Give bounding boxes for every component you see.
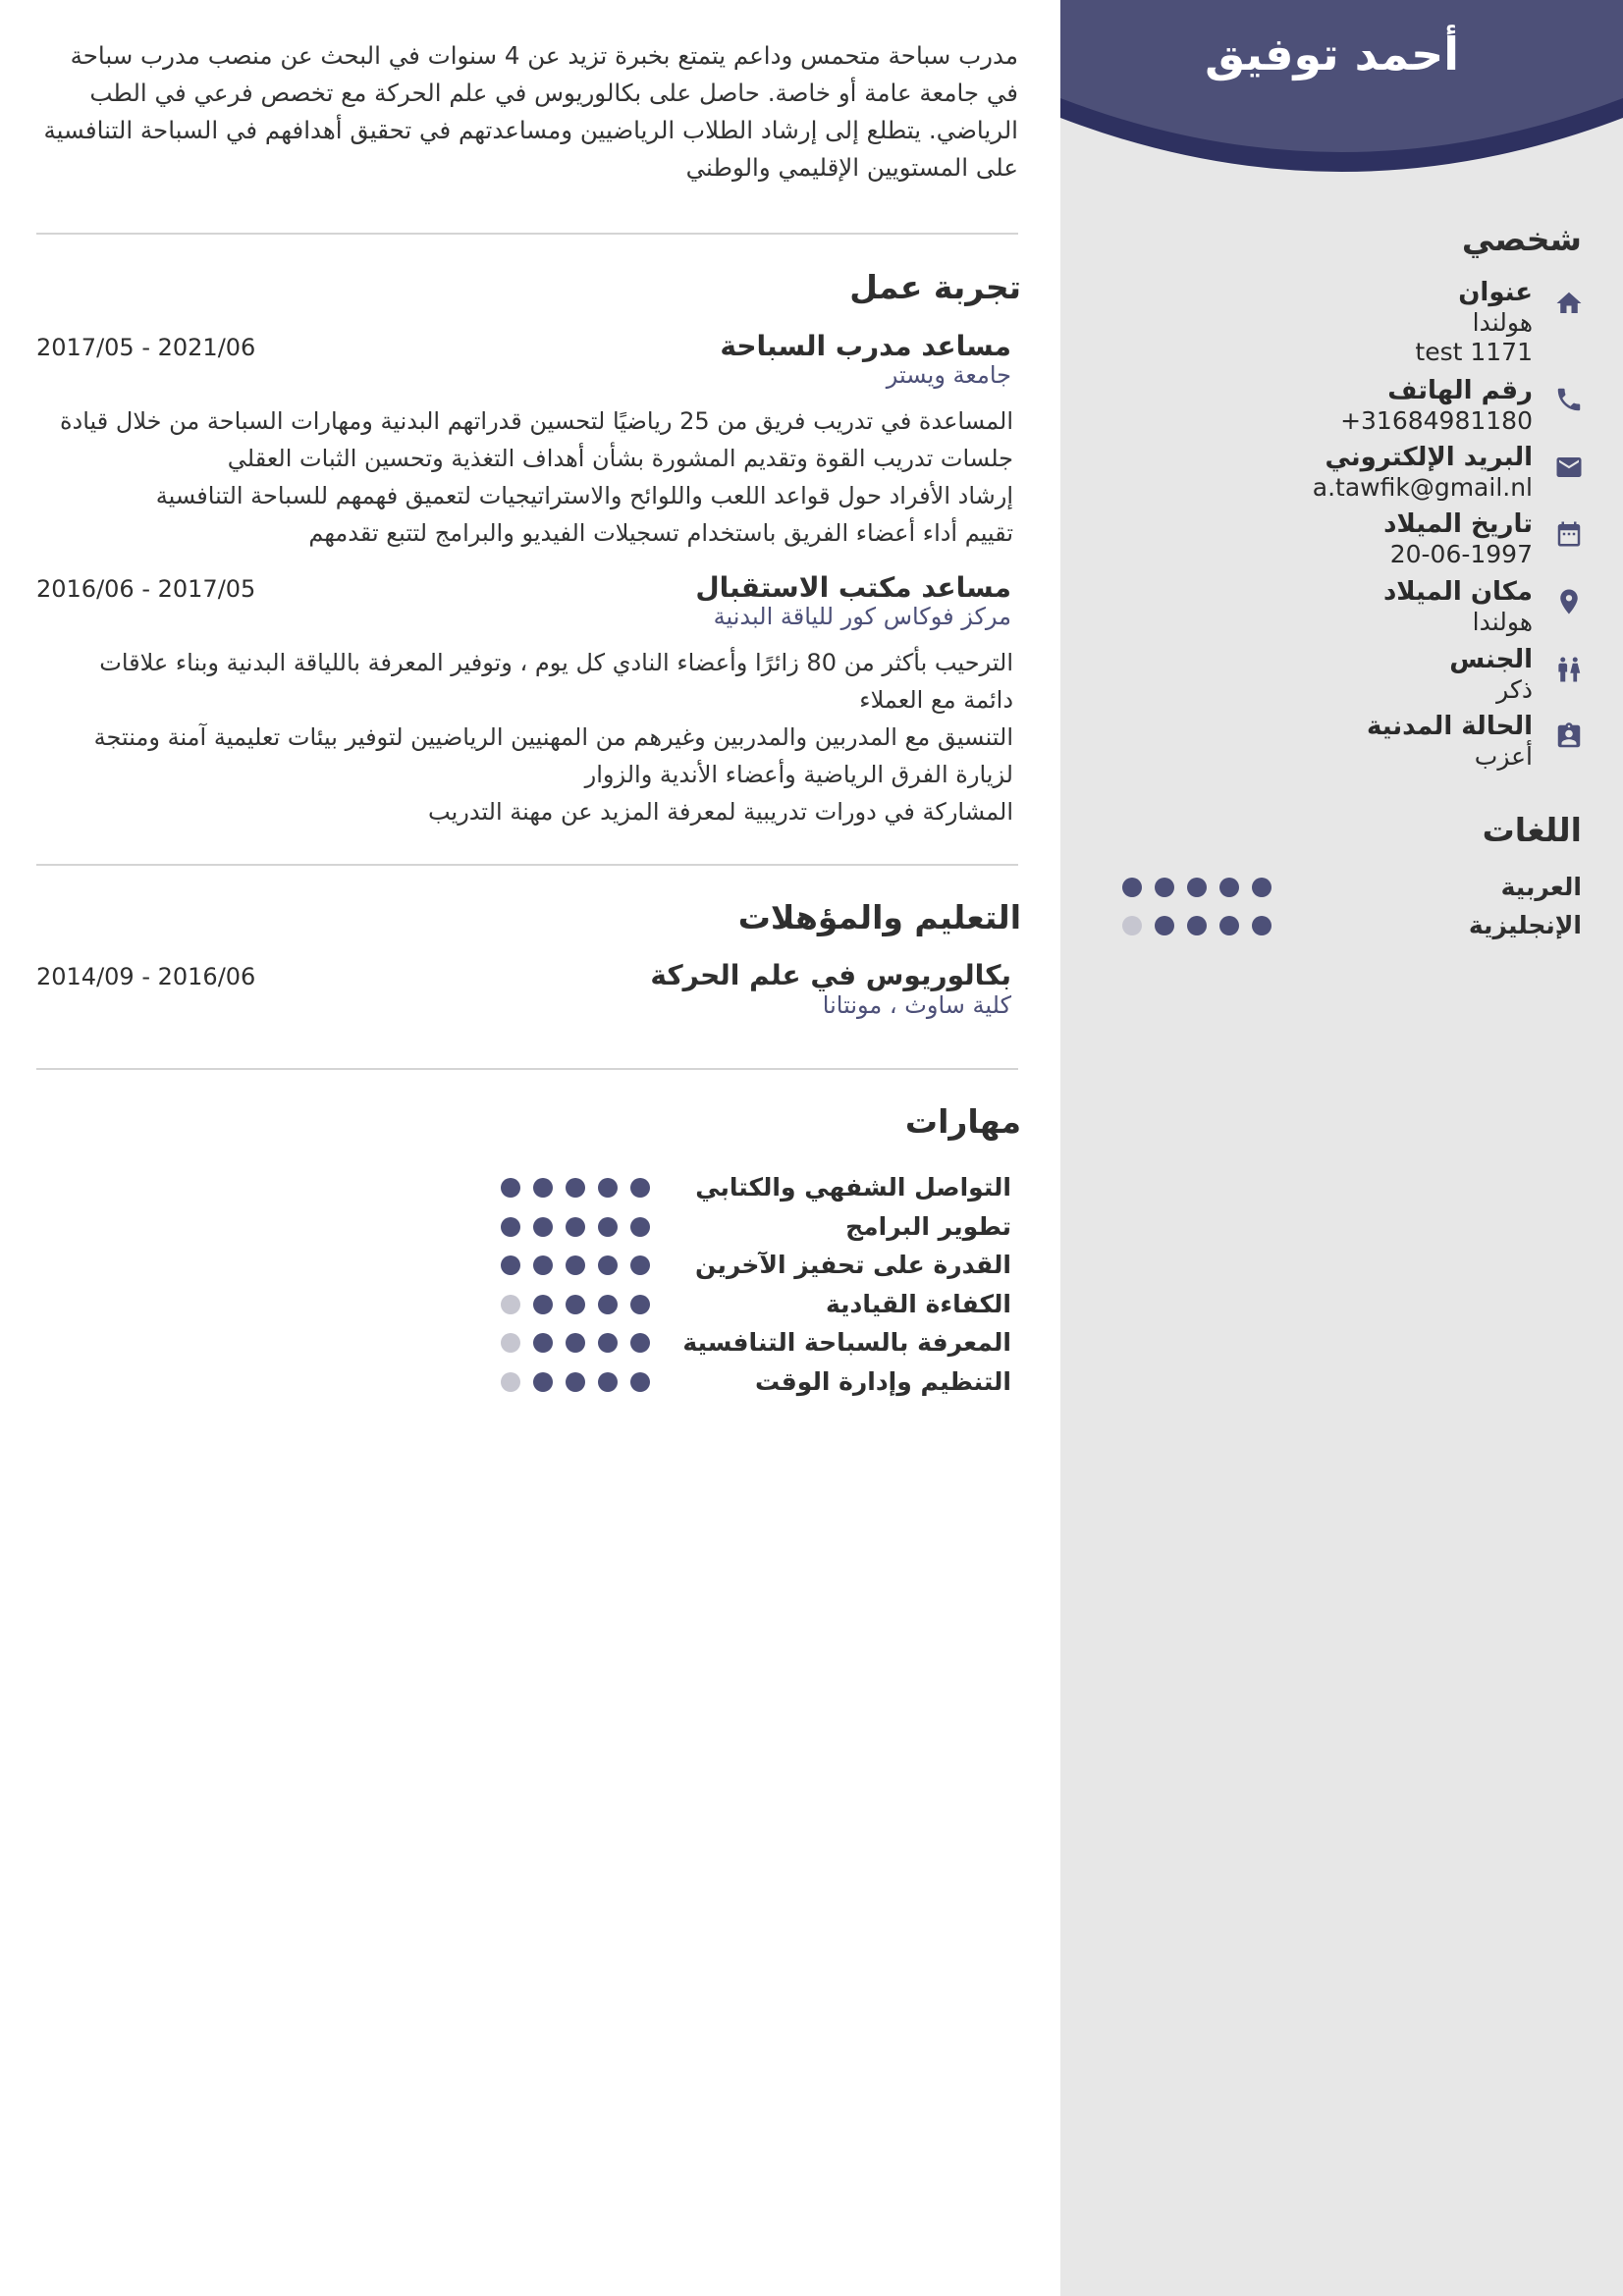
- list-item: تقييم أداء أعضاء الفريق باستخدام تسجيلات الفيديو والبرامج لتتبع تقدمهم: [308, 519, 1013, 547]
- personal-item-marital: [1120, 711, 1533, 772]
- rating-dot-filled: [1252, 916, 1271, 935]
- gender-icon: [1554, 655, 1584, 684]
- rating-dot-empty: [501, 1372, 520, 1392]
- phone-label: رقم الهاتف: [1387, 376, 1533, 405]
- birthplace-label: مكان الميلاد: [1382, 577, 1533, 607]
- sidebar: [1060, 0, 1623, 2296]
- rating-dot-empty: [501, 1295, 520, 1314]
- email-icon: [1554, 453, 1584, 482]
- rating-dot-filled: [1219, 878, 1239, 897]
- address-country: هولندا: [1472, 308, 1533, 337]
- skill-name: التنظيم وإدارة الوقت: [754, 1367, 1011, 1396]
- rating-dot-filled: [566, 1333, 585, 1353]
- divider: [36, 233, 1018, 235]
- rating-dot-filled: [566, 1178, 585, 1198]
- job-date: 2016/06 - 2017/05: [36, 575, 256, 603]
- calendar-icon: [1554, 519, 1584, 549]
- rating-dot-filled: [1219, 916, 1239, 935]
- job-date: 2017/05 - 2021/06: [36, 334, 256, 361]
- rating-dot-filled: [533, 1295, 553, 1314]
- personal-section-title: شخصي: [1461, 220, 1582, 258]
- home-icon: [1554, 289, 1584, 318]
- gender-label: الجنس: [1449, 645, 1533, 674]
- job-title: مساعد مدرب السباحة: [720, 330, 1011, 362]
- personal-item-gender: [1120, 644, 1533, 705]
- list-item: التنسيق مع المدربين والمدربين وغيرهم من المهنيين الرياضيين لتوفير بيئات تعليمية آمنة ومنتجة لزيارة الفرق الرياضية وأعضاء الأندية والزوار: [93, 723, 1013, 788]
- language-rating: [1122, 878, 1271, 897]
- gender-value: ذكر: [1496, 675, 1533, 704]
- job-bullets: [51, 402, 1013, 552]
- personal-item-phone: [1120, 375, 1533, 436]
- birthdate-value: 20-06-1997: [1389, 540, 1533, 568]
- rating-dot-filled: [598, 1217, 618, 1237]
- name-header: [1060, 0, 1623, 196]
- experience-section-title: تجربة عمل: [849, 268, 1021, 306]
- rating-dot-filled: [630, 1372, 650, 1392]
- list-item: الترحيب بأكثر من 80 زائرًا وأعضاء النادي كل يوم ، وتوفير المعرفة باللياقة البدنية وبناء علاقات دائمة مع العملاء: [99, 649, 1013, 714]
- rating-dot-filled: [533, 1372, 553, 1392]
- profile-summary: مدرب سباحة متحمس وداعم يتمتع بخبرة تزيد عن 4 سنوات في البحث عن منصب مدرب سباحة في جامعة عامة أو خاصة. حاصل على بكالوريوس في علم الحركة مع تخصص فرعي في الطب الرياضي. يتطلع إلى إرشاد الطلاب الرياضيين ومساعدتهم في تحقيق أهدافهم في السباحة التنافسية على المستويين الإقليمي والوطني: [43, 41, 1018, 182]
- language-item: [1101, 871, 1582, 904]
- skill-name: تطوير البرامج: [845, 1211, 1011, 1241]
- rating-dot-filled: [630, 1178, 650, 1198]
- skill-item: [501, 1288, 1011, 1321]
- candidate-name: أحمد توفيق: [1205, 27, 1459, 80]
- language-name: العربية: [1500, 873, 1582, 901]
- job-bullets: [51, 644, 1013, 830]
- phone-icon: [1554, 385, 1584, 414]
- birthplace-value: هولندا: [1472, 608, 1533, 636]
- list-item: المشاركة في دورات تدريبية لمعرفة المزيد عن مهنة التدريب: [428, 798, 1013, 826]
- rating-dot-filled: [598, 1178, 618, 1198]
- location-pin-icon: [1554, 587, 1584, 616]
- language-name: الإنجليزية: [1468, 911, 1582, 939]
- rating-dot-filled: [533, 1217, 553, 1237]
- id-badge-icon: [1554, 721, 1584, 751]
- rating-dot-filled: [630, 1217, 650, 1237]
- skill-name: الكفاءة القيادية: [825, 1289, 1011, 1318]
- rating-dot-filled: [1187, 916, 1207, 935]
- rating-dot-filled: [630, 1333, 650, 1353]
- birthdate-label: تاريخ الميلاد: [1383, 509, 1533, 539]
- personal-item-birthplace: [1120, 576, 1533, 637]
- personal-item-address: [1120, 277, 1533, 367]
- rating-dot-filled: [630, 1295, 650, 1314]
- email-value: a.tawfik@gmail.nl: [1312, 473, 1533, 502]
- list-item: المساعدة في تدريب فريق من 25 رياضيًا لتحسين قدراتهم البدنية ومهارات السباحة من خلال قيادة جلسات تدريب القوة وتقديم المشورة بشأن أهداف التغذية وتحسين الثبات العقلي: [59, 407, 1013, 472]
- marital-value: أعزب: [1474, 742, 1533, 771]
- divider: [36, 864, 1018, 866]
- skills-section-title: مهارات: [904, 1102, 1021, 1141]
- language-item: [1101, 909, 1582, 942]
- education-section-title: التعليم والمؤهلات: [737, 898, 1021, 936]
- rating-dot-empty: [1122, 916, 1142, 935]
- rating-dot-filled: [598, 1295, 618, 1314]
- rating-dot-filled: [566, 1255, 585, 1275]
- skill-rating: [501, 1255, 650, 1275]
- rating-dot-filled: [1155, 916, 1174, 935]
- personal-item-birthdate: [1120, 508, 1533, 569]
- personal-item-email: [1120, 442, 1533, 503]
- skill-item: [501, 1365, 1011, 1399]
- rating-dot-filled: [501, 1255, 520, 1275]
- rating-dot-filled: [501, 1178, 520, 1198]
- skill-item: [501, 1249, 1011, 1282]
- rating-dot-filled: [598, 1333, 618, 1353]
- skill-name: التواصل الشفهي والكتابي: [695, 1173, 1011, 1201]
- rating-dot-filled: [533, 1178, 553, 1198]
- skill-name: القدرة على تحفيز الآخرين: [694, 1251, 1011, 1280]
- rating-dot-empty: [501, 1333, 520, 1353]
- skill-rating: [501, 1217, 650, 1237]
- skill-item: [501, 1326, 1011, 1360]
- languages-section-title: اللغات: [1482, 811, 1582, 849]
- rating-dot-filled: [598, 1255, 618, 1275]
- divider: [36, 1068, 1018, 1070]
- rating-dot-filled: [566, 1372, 585, 1392]
- education-institution: كلية ساوث ، مونتانا: [822, 991, 1011, 1019]
- rating-dot-filled: [501, 1217, 520, 1237]
- rating-dot-filled: [1155, 878, 1174, 897]
- job-organization: مركز فوكاس كور للياقة البدنية: [713, 603, 1011, 630]
- skill-rating: [501, 1295, 650, 1314]
- address-street: test 1171: [1415, 338, 1533, 366]
- job-title: مساعد مكتب الاستقبال: [695, 571, 1011, 604]
- skill-item: [501, 1210, 1011, 1244]
- list-item: إرشاد الأفراد حول قواعد اللعب واللوائح والاستراتيجيات لتعميق فهمهم للسباحة التنافسية: [155, 482, 1013, 509]
- rating-dot-filled: [566, 1217, 585, 1237]
- skill-rating: [501, 1178, 650, 1198]
- skill-item: [501, 1171, 1011, 1204]
- education-date: 2014/09 - 2016/06: [36, 963, 256, 990]
- rating-dot-filled: [533, 1333, 553, 1353]
- skill-name: المعرفة بالسباحة التنافسية: [682, 1328, 1011, 1358]
- rating-dot-filled: [1252, 878, 1271, 897]
- rating-dot-filled: [598, 1372, 618, 1392]
- degree-title: بكالوريوس في علم الحركة: [650, 959, 1011, 991]
- rating-dot-filled: [630, 1255, 650, 1275]
- skill-rating: [501, 1372, 650, 1392]
- language-rating: [1122, 916, 1271, 935]
- rating-dot-filled: [533, 1255, 553, 1275]
- address-label: عنوان: [1458, 278, 1533, 307]
- rating-dot-filled: [566, 1295, 585, 1314]
- rating-dot-filled: [1187, 878, 1207, 897]
- phone-value: +31684981180: [1340, 406, 1533, 435]
- job-organization: جامعة ويستر: [886, 361, 1011, 389]
- email-label: البريد الإلكتروني: [1325, 443, 1533, 472]
- rating-dot-filled: [1122, 878, 1142, 897]
- skill-rating: [501, 1333, 650, 1353]
- marital-label: الحالة المدنية: [1366, 712, 1533, 741]
